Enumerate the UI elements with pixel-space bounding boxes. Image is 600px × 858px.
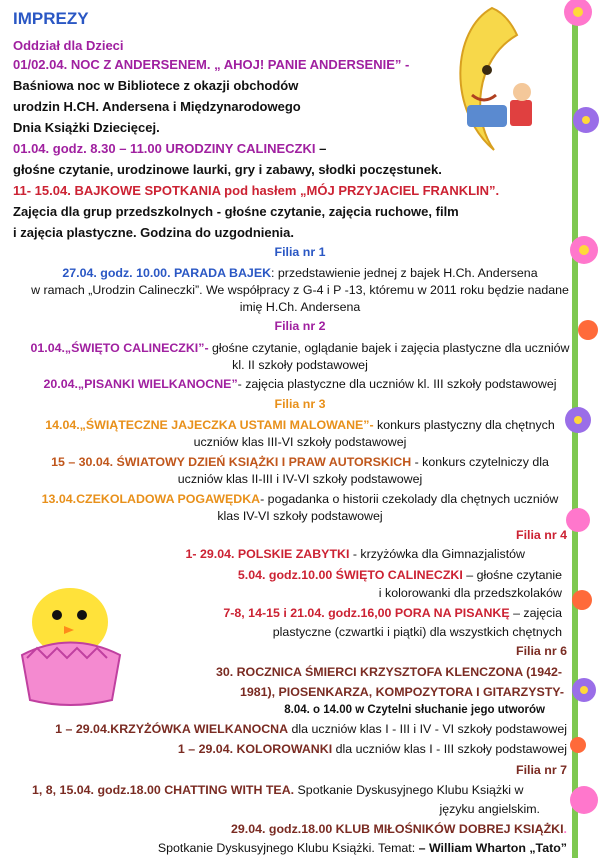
filia-6-event-1-desc: 8.04. o 14.00 w Czytelni słuchanie jego utworów bbox=[284, 704, 545, 716]
filia-1-event-title: 27.04. godz. 10.00. PARADA BAJEK bbox=[62, 266, 272, 280]
event-3-desc: i zajęcia plastyczne. Godzina do uzgodnienia. bbox=[13, 225, 294, 240]
filia-7-event-2-dot: . bbox=[563, 822, 567, 836]
filia-4-event-1-title: 1- 29.04. POLSKIE ZABYTKI bbox=[185, 547, 350, 561]
filia-2-event-1 bbox=[0, 340, 600, 357]
event-2-desc: głośne czytanie, urodzinowe laurki, gry i zabawy, słodki poczęstunek. bbox=[13, 162, 442, 177]
event-2-dash: – bbox=[315, 141, 327, 156]
filia-4-event-2 bbox=[238, 567, 562, 584]
filia-3-event-2-desc: - konkurs czytelniczy dla bbox=[411, 455, 549, 469]
event-1-desc: urodzin H.CH. Andersena i Międzynarodowego bbox=[13, 99, 301, 114]
section-heading: Oddział dla Dzieci bbox=[13, 38, 124, 53]
filia-2-event-1-desc: kl. II szkoły podstawowej bbox=[232, 358, 368, 372]
filia-7-event-2-topic: – William Wharton „Tato” bbox=[418, 841, 567, 855]
filia-4-event-2-desc: i kolorowanki dla przedszkolaków bbox=[378, 586, 562, 600]
moon-illustration bbox=[432, 0, 552, 165]
filia-3-event-2 bbox=[0, 454, 600, 471]
filia-6-event-2-title: 1 – 29.04.KRZYŻÓWKA WIELKANOCNA bbox=[55, 722, 289, 736]
filia-6-event-3-desc: dla uczniów klas I - III szkoły podstawowej bbox=[332, 742, 567, 756]
filia-4-event-3-title: 7-8, 14-15 i 21.04. godz.16,00 PORA NA PISANKĘ bbox=[223, 606, 510, 620]
filia-2-event-2-desc: - zajęcia plastyczne dla uczniów kl. III szkoły podstawowej bbox=[237, 377, 557, 391]
event-2 bbox=[13, 140, 326, 157]
filia-3-event-1-desc: konkurs plastyczny dla chętnych bbox=[373, 418, 555, 432]
filia-1-event-desc: imię H.Ch. Andersena bbox=[239, 300, 361, 314]
filia-6-event-3-title: 1 – 29.04. KOLOROWANKI bbox=[177, 742, 333, 756]
filia-6-event-1-title: 1981), PIOSENKARZA, KOMPOZYTORA I GITARZYSTY- bbox=[239, 685, 564, 699]
filia-7-event-2-title: 29.04. godz.18.00 KLUB MIŁOŚNIKÓW DOBREJ KSIĄŻKI bbox=[231, 822, 564, 836]
filia-3-event-3 bbox=[0, 491, 600, 508]
filia-6-heading: Filia nr 6 bbox=[516, 644, 567, 658]
filia-1-heading: Filia nr 1 bbox=[274, 245, 326, 259]
filia-2-event-1-desc: głośne czytanie, oglądanie bajek i zajęcia plastyczne dla uczniów bbox=[208, 341, 570, 355]
filia-4-event-1 bbox=[186, 546, 525, 563]
filia-4-event-3-desc: – zajęcia bbox=[509, 606, 562, 620]
filia-1-event-desc: : przedstawienie jednej z bajek H.Ch. Andersena bbox=[271, 266, 538, 280]
filia-3-event-1-title: 14.04.„ŚWIĄTECZNE JAJECZKA USTAMI MALOWANE”- bbox=[45, 418, 374, 432]
event-1-desc: Dnia Książki Dziecięcej. bbox=[13, 120, 160, 135]
filia-7-heading: Filia nr 7 bbox=[516, 763, 567, 777]
event-3-title: 11- 15.04. BAJKOWE SPOTKANIA pod hasłem „MÓJ PRZYJACIEL FRANKLIN”. bbox=[13, 183, 500, 198]
filia-6-event-3 bbox=[178, 741, 567, 758]
filia-7-event-1-desc: Spotkanie Dyskusyjnego Klubu Książki w bbox=[294, 783, 524, 797]
event-2-title: 01.04. godz. 8.30 – 11.00 URODZINY CALINECZKI bbox=[13, 141, 316, 156]
filia-2-event-1-title: 01.04.„ŚWIĘTO CALINECZKI”- bbox=[30, 341, 209, 355]
filia-3-event-2-desc: uczniów klas II-III i IV-VI szkoły podstawowej bbox=[177, 472, 423, 486]
filia-7-event-2-desc bbox=[158, 840, 567, 857]
filia-7-event-1 bbox=[32, 782, 523, 799]
filia-2-heading: Filia nr 2 bbox=[274, 319, 326, 333]
filia-4-event-3 bbox=[223, 605, 562, 622]
filia-7-event-2-desc-text: Spotkanie Dyskusyjnego Klubu Książki. Temat: bbox=[157, 841, 419, 855]
filia-4-event-2-desc: – głośne czytanie bbox=[462, 568, 562, 582]
filia-3-heading: Filia nr 3 bbox=[274, 397, 326, 411]
filia-3-event-1-desc: uczniów klas III-VI szkoły podstawowej bbox=[193, 435, 407, 449]
filia-3-event-3-desc: klas IV-VI szkoły podstawowej bbox=[217, 509, 383, 523]
filia-3-event-3-desc: - pogadanka o historii czekolady dla chętnych uczniów bbox=[260, 492, 559, 506]
filia-4-event-2-title: 5.04. godz.10.00 ŚWIĘTO CALINECZKI bbox=[237, 568, 463, 582]
filia-6-event-2-desc: dla uczniów klas I - III i IV - VI szkoły podstawowej bbox=[288, 722, 567, 736]
filia-3-event-2-title: 15 – 30.04. ŚWIATOWY DZIEŃ KSIĄŻKI I PRAW AUTORSKICH bbox=[51, 455, 412, 469]
event-1-title: 01/02.04. NOC Z ANDERSENEM. „ AHOJ! PANIE ANDERSENIE” - bbox=[13, 57, 410, 72]
page-title: IMPREZY bbox=[13, 9, 89, 28]
filia-7-event-1-desc: języku angielskim. bbox=[439, 802, 540, 816]
filia-6-event-2 bbox=[55, 721, 567, 738]
chick-in-egg-illustration bbox=[2, 560, 140, 710]
filia-3-event-1 bbox=[0, 417, 600, 434]
filia-2-event-2 bbox=[0, 376, 600, 393]
event-3-desc: Zajęcia dla grup przedszkolnych - głośne czytanie, zajęcia ruchowe, film bbox=[13, 204, 459, 219]
filia-2-event-2-title: 20.04.„PISANKI WIELKANOCNE” bbox=[43, 377, 238, 391]
filia-4-event-1-desc: - krzyżówka dla Gimnazjalistów bbox=[349, 547, 525, 561]
filia-7-event-2 bbox=[231, 821, 567, 838]
filia-3-event-3-title: 13.04.CZEKOLADOWA POGAWĘDKA bbox=[41, 492, 261, 506]
filia-7-event-1-title: 1, 8, 15.04. godz.18.00 CHATTING WITH TEA. bbox=[32, 783, 295, 797]
filia-4-event-3-desc: plastyczne (czwartki i piątki) dla wszystkich chętnych bbox=[272, 625, 562, 639]
filia-4-heading: Filia nr 4 bbox=[516, 528, 567, 542]
filia-6-event-1-title: 30. ROCZNICA ŚMIERCI KRZYSZTOFA KLENCZONA (1942- bbox=[215, 665, 562, 679]
filia-1-event-desc: w ramach „Urodzin Calineczki”. We współpracy z G-4 i P -13, któremu w 2011 roku będzie nadane bbox=[31, 283, 569, 297]
filia-1-event bbox=[0, 265, 600, 282]
event-1-desc: Baśniowa noc w Bibliotece z okazji obchodów bbox=[13, 78, 299, 93]
